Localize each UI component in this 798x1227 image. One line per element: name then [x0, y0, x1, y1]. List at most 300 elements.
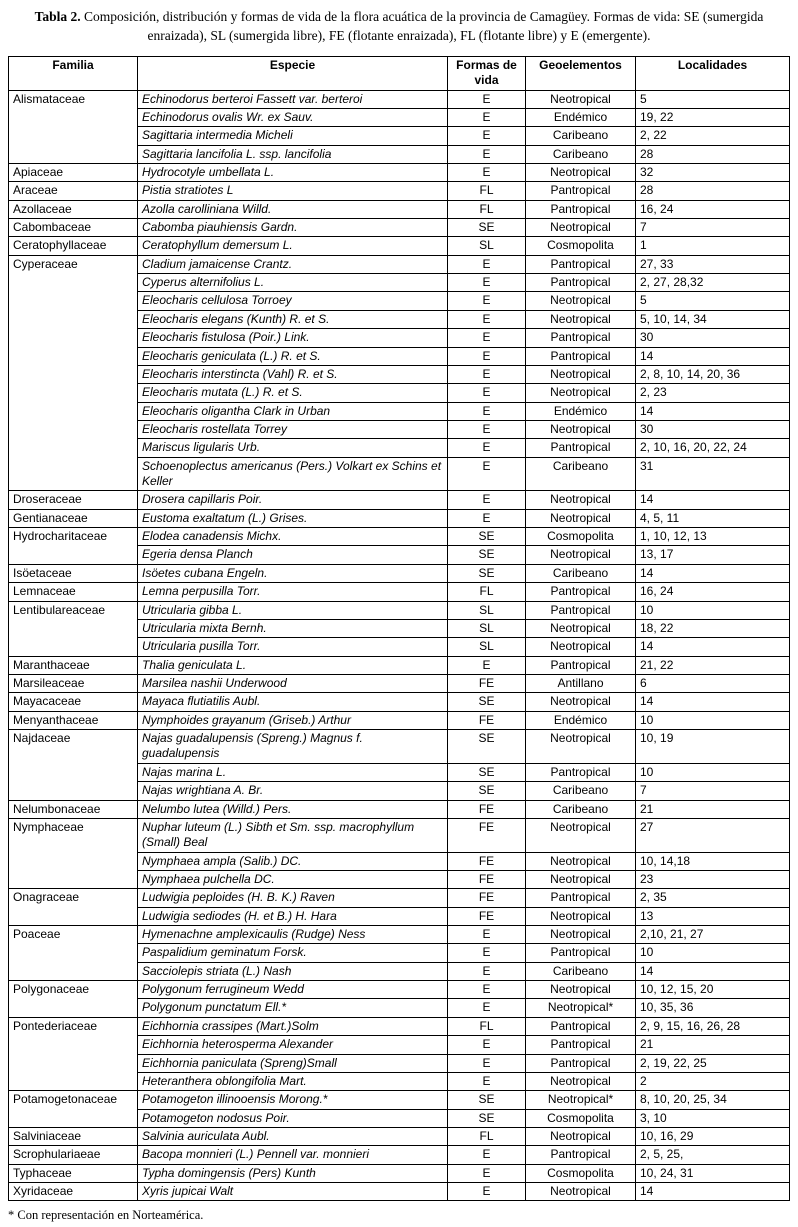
forma-de-vida-cell: E [448, 347, 526, 365]
table-row [9, 528, 790, 546]
geoelemento-cell: Pantropical [526, 255, 636, 273]
especie-cell: Polygonum ferrugineum Wedd [138, 981, 448, 999]
forma-de-vida-cell: E [448, 365, 526, 383]
table-header [9, 56, 790, 90]
table-row [9, 1017, 790, 1035]
forma-de-vida-cell: SE [448, 730, 526, 764]
localidades-cell: 30 [636, 420, 790, 438]
forma-de-vida-cell: FL [448, 1017, 526, 1035]
forma-de-vida-cell: E [448, 127, 526, 145]
familia-cell: Nymphaceae [9, 818, 138, 888]
geoelemento-cell: Pantropical [526, 583, 636, 601]
geoelemento-cell: Endémico [526, 108, 636, 126]
especie-cell: Marsilea nashii Underwood [138, 675, 448, 693]
especie-cell: Paspalidium geminatum Forsk. [138, 944, 448, 962]
familia-cell: Onagraceae [9, 889, 138, 926]
localidades-cell: 2, 23 [636, 384, 790, 402]
geoelemento-cell: Neotropical* [526, 1091, 636, 1109]
especie-cell: Najas marina L. [138, 763, 448, 781]
forma-de-vida-cell: E [448, 292, 526, 310]
especie-cell: Ludwigia sediodes (H. et B.) H. Hara [138, 907, 448, 925]
forma-de-vida-cell: FL [448, 200, 526, 218]
especie-cell: Salvinia auriculata Aubl. [138, 1127, 448, 1145]
localidades-cell: 2,10, 21, 27 [636, 926, 790, 944]
geoelemento-cell: Pantropical [526, 182, 636, 200]
especie-cell: Eleocharis elegans (Kunth) R. et S. [138, 310, 448, 328]
familia-cell: Isöetaceae [9, 564, 138, 582]
localidades-cell: 5 [636, 292, 790, 310]
header-geoelementos: Geoelementos [526, 56, 636, 90]
localidades-cell: 13, 17 [636, 546, 790, 564]
especie-cell: Eleocharis oligantha Clark in Urban [138, 402, 448, 420]
familia-cell: Menyanthaceae [9, 711, 138, 729]
forma-de-vida-cell: E [448, 1072, 526, 1090]
geoelemento-cell: Cosmopolita [526, 1164, 636, 1182]
especie-cell: Drosera capillaris Poir. [138, 491, 448, 509]
forma-de-vida-cell: FE [448, 818, 526, 852]
table-row [9, 182, 790, 200]
familia-cell: Scrophulariaeae [9, 1146, 138, 1164]
especie-cell: Echinodorus berteroi Fassett var. berteroi [138, 90, 448, 108]
especie-cell: Nymphaea pulchella DC. [138, 870, 448, 888]
geoelemento-cell: Caribeano [526, 145, 636, 163]
especie-cell: Isöetes cubana Engeln. [138, 564, 448, 582]
forma-de-vida-cell: SE [448, 219, 526, 237]
geoelemento-cell: Neotropical [526, 818, 636, 852]
familia-cell: Polygonaceae [9, 981, 138, 1018]
geoelemento-cell: Pantropical [526, 347, 636, 365]
especie-cell: Najas guadalupensis (Spreng.) Magnus f. guadalupensis [138, 730, 448, 764]
table-row [9, 926, 790, 944]
forma-de-vida-cell: FL [448, 1127, 526, 1145]
geoelemento-cell: Neotropical [526, 491, 636, 509]
familia-cell: Marsileaceae [9, 675, 138, 693]
geoelemento-cell: Neotropical [526, 1183, 636, 1201]
forma-de-vida-cell: SL [448, 601, 526, 619]
especie-cell: Ludwigia peploides (H. B. K.) Raven [138, 889, 448, 907]
localidades-cell: 14 [636, 1183, 790, 1201]
forma-de-vida-cell: E [448, 656, 526, 674]
table-row [9, 255, 790, 273]
especie-cell: Lemna perpusilla Torr. [138, 583, 448, 601]
localidades-cell: 14 [636, 693, 790, 711]
familia-cell: Hydrocharitaceae [9, 528, 138, 565]
especie-cell: Eleocharis rostellata Torrey [138, 420, 448, 438]
forma-de-vida-cell: SE [448, 528, 526, 546]
forma-de-vida-cell: E [448, 439, 526, 457]
table-row [9, 583, 790, 601]
forma-de-vida-cell: E [448, 944, 526, 962]
forma-de-vida-cell: SL [448, 619, 526, 637]
localidades-cell: 10 [636, 763, 790, 781]
localidades-cell: 1, 10, 12, 13 [636, 528, 790, 546]
forma-de-vida-cell: FE [448, 870, 526, 888]
geoelemento-cell: Neotropical [526, 1072, 636, 1090]
localidades-cell: 2, 22 [636, 127, 790, 145]
especie-cell: Ceratophyllum demersum L. [138, 237, 448, 255]
header-row [9, 56, 790, 90]
especie-cell: Eleocharis interstincta (Vahl) R. et S. [138, 365, 448, 383]
familia-cell: Ceratophyllaceae [9, 237, 138, 255]
geoelemento-cell: Neotropical [526, 638, 636, 656]
especie-cell: Bacopa monnieri (L.) Pennell var. monnieri [138, 1146, 448, 1164]
forma-de-vida-cell: E [448, 420, 526, 438]
forma-de-vida-cell: FE [448, 907, 526, 925]
familia-cell: Droseraceae [9, 491, 138, 509]
forma-de-vida-cell: E [448, 384, 526, 402]
geoelemento-cell: Endémico [526, 711, 636, 729]
especie-cell: Polygonum punctatum Ell.* [138, 999, 448, 1017]
forma-de-vida-cell: E [448, 981, 526, 999]
familia-cell: Typhaceae [9, 1164, 138, 1182]
especie-cell: Hydrocotyle umbellata L. [138, 163, 448, 181]
especie-cell: Cabomba piauhiensis Gardn. [138, 219, 448, 237]
geoelemento-cell: Neotropical [526, 852, 636, 870]
localidades-cell: 10, 12, 15, 20 [636, 981, 790, 999]
forma-de-vida-cell: E [448, 255, 526, 273]
geoelemento-cell: Neotropical [526, 693, 636, 711]
geoelemento-cell: Neotropical [526, 219, 636, 237]
flora-table [8, 56, 790, 1202]
localidades-cell: 7 [636, 219, 790, 237]
geoelemento-cell: Neotropical [526, 619, 636, 637]
localidades-cell: 10 [636, 711, 790, 729]
forma-de-vida-cell: E [448, 1146, 526, 1164]
localidades-cell: 21 [636, 800, 790, 818]
table-row [9, 675, 790, 693]
especie-cell: Xyris jupicai Walt [138, 1183, 448, 1201]
especie-cell: Azolla carolliniana Willd. [138, 200, 448, 218]
table-row [9, 491, 790, 509]
forma-de-vida-cell: SE [448, 564, 526, 582]
table-row [9, 889, 790, 907]
forma-de-vida-cell: SE [448, 693, 526, 711]
forma-de-vida-cell: E [448, 108, 526, 126]
forma-de-vida-cell: SL [448, 638, 526, 656]
table-row [9, 219, 790, 237]
table-row [9, 800, 790, 818]
especie-cell: Eleocharis geniculata (L.) R. et S. [138, 347, 448, 365]
especie-cell: Utricularia mixta Bernh. [138, 619, 448, 637]
geoelemento-cell: Pantropical [526, 889, 636, 907]
table-row [9, 237, 790, 255]
geoelemento-cell: Caribeano [526, 962, 636, 980]
geoelemento-cell: Caribeano [526, 127, 636, 145]
geoelemento-cell: Neotropical [526, 926, 636, 944]
especie-cell: Utricularia pusilla Torr. [138, 638, 448, 656]
familia-cell: Maranthaceae [9, 656, 138, 674]
forma-de-vida-cell: SL [448, 237, 526, 255]
forma-de-vida-cell: E [448, 402, 526, 420]
especie-cell: Eleocharis cellulosa Torroey [138, 292, 448, 310]
geoelemento-cell: Pantropical [526, 1054, 636, 1072]
localidades-cell: 16, 24 [636, 583, 790, 601]
forma-de-vida-cell: E [448, 1054, 526, 1072]
localidades-cell: 28 [636, 182, 790, 200]
localidades-cell: 2, 27, 28,32 [636, 274, 790, 292]
familia-cell: Mayacaceae [9, 693, 138, 711]
forma-de-vida-cell: E [448, 491, 526, 509]
localidades-cell: 32 [636, 163, 790, 181]
localidades-cell: 2, 5, 25, [636, 1146, 790, 1164]
geoelemento-cell: Cosmopolita [526, 237, 636, 255]
header-familia: Familia [9, 56, 138, 90]
table-row [9, 601, 790, 619]
especie-cell: Potamogeton nodosus Poir. [138, 1109, 448, 1127]
forma-de-vida-cell: FE [448, 800, 526, 818]
geoelemento-cell: Neotropical [526, 365, 636, 383]
especie-cell: Mayaca flutiatilis Aubl. [138, 693, 448, 711]
especie-cell: Potamogeton illinooensis Morong.* [138, 1091, 448, 1109]
table-row [9, 1091, 790, 1109]
geoelemento-cell: Neotropical [526, 420, 636, 438]
forma-de-vida-cell: E [448, 310, 526, 328]
geoelemento-cell: Endémico [526, 402, 636, 420]
especie-cell: Eleocharis mutata (L.) R. et S. [138, 384, 448, 402]
forma-de-vida-cell: SE [448, 782, 526, 800]
forma-de-vida-cell: E [448, 145, 526, 163]
table-row [9, 90, 790, 108]
localidades-cell: 3, 10 [636, 1109, 790, 1127]
geoelemento-cell: Pantropical [526, 601, 636, 619]
especie-cell: Nuphar luteum (L.) Sibth et Sm. ssp. macrophyllum (Small) Beal [138, 818, 448, 852]
especie-cell: Sagittaria intermedia Micheli [138, 127, 448, 145]
geoelemento-cell: Pantropical [526, 763, 636, 781]
especie-cell: Schoenoplectus americanus (Pers.) Volkart ex Schins et Keller [138, 457, 448, 491]
geoelemento-cell: Neotropical [526, 981, 636, 999]
table-caption-text: Composición, distribución y formas de vida de la flora acuática de la provincia de Camagüey. Formas de vida: SE (sumergida enraizada), SL (sumergida libre), FE (flotante enraizada), FL (flotante libre) y E (emergente). [80, 9, 764, 43]
especie-cell: Eichhornia heterosperma Alexander [138, 1036, 448, 1054]
familia-cell: Araceae [9, 182, 138, 200]
localidades-cell: 19, 22 [636, 108, 790, 126]
familia-cell: Gentianaceae [9, 509, 138, 527]
localidades-cell: 27 [636, 818, 790, 852]
localidades-cell: 10 [636, 944, 790, 962]
localidades-cell: 10, 14,18 [636, 852, 790, 870]
localidades-cell: 28 [636, 145, 790, 163]
geoelemento-cell: Neotropical [526, 1127, 636, 1145]
geoelemento-cell: Pantropical [526, 1017, 636, 1035]
localidades-cell: 10, 35, 36 [636, 999, 790, 1017]
localidades-cell: 10 [636, 601, 790, 619]
especie-cell: Nymphoides grayanum (Griseb.) Arthur [138, 711, 448, 729]
forma-de-vida-cell: E [448, 90, 526, 108]
geoelemento-cell: Neotropical [526, 870, 636, 888]
localidades-cell: 2, 10, 16, 20, 22, 24 [636, 439, 790, 457]
geoelemento-cell: Cosmopolita [526, 528, 636, 546]
geoelemento-cell: Neotropical [526, 310, 636, 328]
especie-cell: Nymphaea ampla (Salib.) DC. [138, 852, 448, 870]
localidades-cell: 16, 24 [636, 200, 790, 218]
especie-cell: Cyperus alternifolius L. [138, 274, 448, 292]
geoelemento-cell: Pantropical [526, 1036, 636, 1054]
footnote: * Con representación en Norteamérica. [8, 1208, 204, 1223]
table-row [9, 509, 790, 527]
header-localidades: Localidades [636, 56, 790, 90]
geoelemento-cell: Caribeano [526, 782, 636, 800]
forma-de-vida-cell: E [448, 926, 526, 944]
especie-cell: Eichhornia crassipes (Mart.)Solm [138, 1017, 448, 1035]
forma-de-vida-cell: E [448, 1164, 526, 1182]
geoelemento-cell: Cosmopolita [526, 1109, 636, 1127]
especie-cell: Elodea canadensis Michx. [138, 528, 448, 546]
especie-cell: Eustoma exaltatum (L.) Grises. [138, 509, 448, 527]
forma-de-vida-cell: SE [448, 546, 526, 564]
familia-cell: Potamogetonaceae [9, 1091, 138, 1128]
geoelemento-cell: Neotropical [526, 90, 636, 108]
localidades-cell: 5, 10, 14, 34 [636, 310, 790, 328]
familia-cell: Pontederiaceae [9, 1017, 138, 1090]
familia-cell: Salviniaceae [9, 1127, 138, 1145]
geoelemento-cell: Pantropical [526, 1146, 636, 1164]
localidades-cell: 2, 35 [636, 889, 790, 907]
localidades-cell: 14 [636, 638, 790, 656]
especie-cell: Heteranthera oblongifolia Mart. [138, 1072, 448, 1090]
familia-cell: Cyperaceae [9, 255, 138, 491]
localidades-cell: 14 [636, 402, 790, 420]
familia-cell: Alismataceae [9, 90, 138, 163]
table-row [9, 730, 790, 764]
localidades-cell: 10, 24, 31 [636, 1164, 790, 1182]
familia-cell: Apiaceae [9, 163, 138, 181]
localidades-cell: 14 [636, 564, 790, 582]
forma-de-vida-cell: FE [448, 711, 526, 729]
localidades-cell: 23 [636, 870, 790, 888]
geoelemento-cell: Neotropical [526, 509, 636, 527]
especie-cell: Cladium jamaicense Crantz. [138, 255, 448, 273]
localidades-cell: 14 [636, 962, 790, 980]
forma-de-vida-cell: FE [448, 852, 526, 870]
forma-de-vida-cell: E [448, 999, 526, 1017]
geoelemento-cell: Neotropical [526, 730, 636, 764]
forma-de-vida-cell: E [448, 274, 526, 292]
table-row [9, 656, 790, 674]
geoelemento-cell: Caribeano [526, 564, 636, 582]
table-caption [22, 8, 776, 46]
localidades-cell: 4, 5, 11 [636, 509, 790, 527]
geoelemento-cell: Neotropical [526, 907, 636, 925]
especie-cell: Eichhornia paniculata (Spreng)Small [138, 1054, 448, 1072]
especie-cell: Eleocharis fistulosa (Poir.) Link. [138, 329, 448, 347]
geoelemento-cell: Pantropical [526, 439, 636, 457]
familia-cell: Nelumbonaceae [9, 800, 138, 818]
geoelemento-cell: Pantropical [526, 274, 636, 292]
header-formas-de-vida: Formas de vida [448, 56, 526, 90]
localidades-cell: 27, 33 [636, 255, 790, 273]
geoelemento-cell: Neotropical [526, 292, 636, 310]
localidades-cell: 8, 10, 20, 25, 34 [636, 1091, 790, 1109]
especie-cell: Thalia geniculata L. [138, 656, 448, 674]
forma-de-vida-cell: FE [448, 675, 526, 693]
geoelemento-cell: Neotropical [526, 163, 636, 181]
table-body [9, 90, 790, 1201]
forma-de-vida-cell: SE [448, 1091, 526, 1109]
forma-de-vida-cell: FE [448, 889, 526, 907]
localidades-cell: 10, 16, 29 [636, 1127, 790, 1145]
especie-cell: Utricularia gibba L. [138, 601, 448, 619]
especie-cell: Nelumbo lutea (Willd.) Pers. [138, 800, 448, 818]
localidades-cell: 7 [636, 782, 790, 800]
familia-cell: Xyridaceae [9, 1183, 138, 1201]
especie-cell: Hymenachne amplexicaulis (Rudge) Ness [138, 926, 448, 944]
forma-de-vida-cell: E [448, 1036, 526, 1054]
geoelemento-cell: Neotropical [526, 384, 636, 402]
especie-cell: Sacciolepis striata (L.) Nash [138, 962, 448, 980]
familia-cell: Azollaceae [9, 200, 138, 218]
localidades-cell: 30 [636, 329, 790, 347]
localidades-cell: 18, 22 [636, 619, 790, 637]
table-row [9, 163, 790, 181]
localidades-cell: 1 [636, 237, 790, 255]
geoelemento-cell: Pantropical [526, 200, 636, 218]
table-row [9, 711, 790, 729]
familia-cell: Lentibulareaceae [9, 601, 138, 656]
especie-cell: Typha domingensis (Pers) Kunth [138, 1164, 448, 1182]
table-caption-label: Tabla 2. [34, 9, 81, 24]
localidades-cell: 10, 19 [636, 730, 790, 764]
geoelemento-cell: Pantropical [526, 329, 636, 347]
localidades-cell: 6 [636, 675, 790, 693]
table-row [9, 981, 790, 999]
geoelemento-cell: Neotropical [526, 546, 636, 564]
familia-cell: Najdaceae [9, 730, 138, 800]
table-row [9, 1164, 790, 1182]
table-row [9, 1183, 790, 1201]
forma-de-vida-cell: E [448, 509, 526, 527]
header-especie: Especie [138, 56, 448, 90]
geoelemento-cell: Pantropical [526, 944, 636, 962]
geoelemento-cell: Caribeano [526, 800, 636, 818]
geoelemento-cell: Pantropical [526, 656, 636, 674]
table-row [9, 818, 790, 852]
especie-cell: Echinodorus ovalis Wr. ex Sauv. [138, 108, 448, 126]
forma-de-vida-cell: E [448, 329, 526, 347]
table-row [9, 564, 790, 582]
forma-de-vida-cell: FL [448, 182, 526, 200]
localidades-cell: 21 [636, 1036, 790, 1054]
geoelemento-cell: Antillano [526, 675, 636, 693]
geoelemento-cell: Neotropical* [526, 999, 636, 1017]
localidades-cell: 14 [636, 347, 790, 365]
especie-cell: Sagittaria lancifolia L. ssp. lancifolia [138, 145, 448, 163]
table-row [9, 693, 790, 711]
localidades-cell: 13 [636, 907, 790, 925]
localidades-cell: 5 [636, 90, 790, 108]
localidades-cell: 2 [636, 1072, 790, 1090]
forma-de-vida-cell: SE [448, 1109, 526, 1127]
table-row [9, 1146, 790, 1164]
familia-cell: Poaceae [9, 926, 138, 981]
table-row [9, 1127, 790, 1145]
forma-de-vida-cell: E [448, 163, 526, 181]
especie-cell: Pistia stratiotes L [138, 182, 448, 200]
especie-cell: Egeria densa Planch [138, 546, 448, 564]
localidades-cell: 2, 8, 10, 14, 20, 36 [636, 365, 790, 383]
forma-de-vida-cell: E [448, 457, 526, 491]
localidades-cell: 2, 19, 22, 25 [636, 1054, 790, 1072]
familia-cell: Lemnaceae [9, 583, 138, 601]
forma-de-vida-cell: E [448, 962, 526, 980]
forma-de-vida-cell: SE [448, 763, 526, 781]
especie-cell: Najas wrightiana A. Br. [138, 782, 448, 800]
table-row [9, 200, 790, 218]
geoelemento-cell: Caribeano [526, 457, 636, 491]
localidades-cell: 2, 9, 15, 16, 26, 28 [636, 1017, 790, 1035]
forma-de-vida-cell: E [448, 1183, 526, 1201]
forma-de-vida-cell: FL [448, 583, 526, 601]
localidades-cell: 21, 22 [636, 656, 790, 674]
localidades-cell: 14 [636, 491, 790, 509]
